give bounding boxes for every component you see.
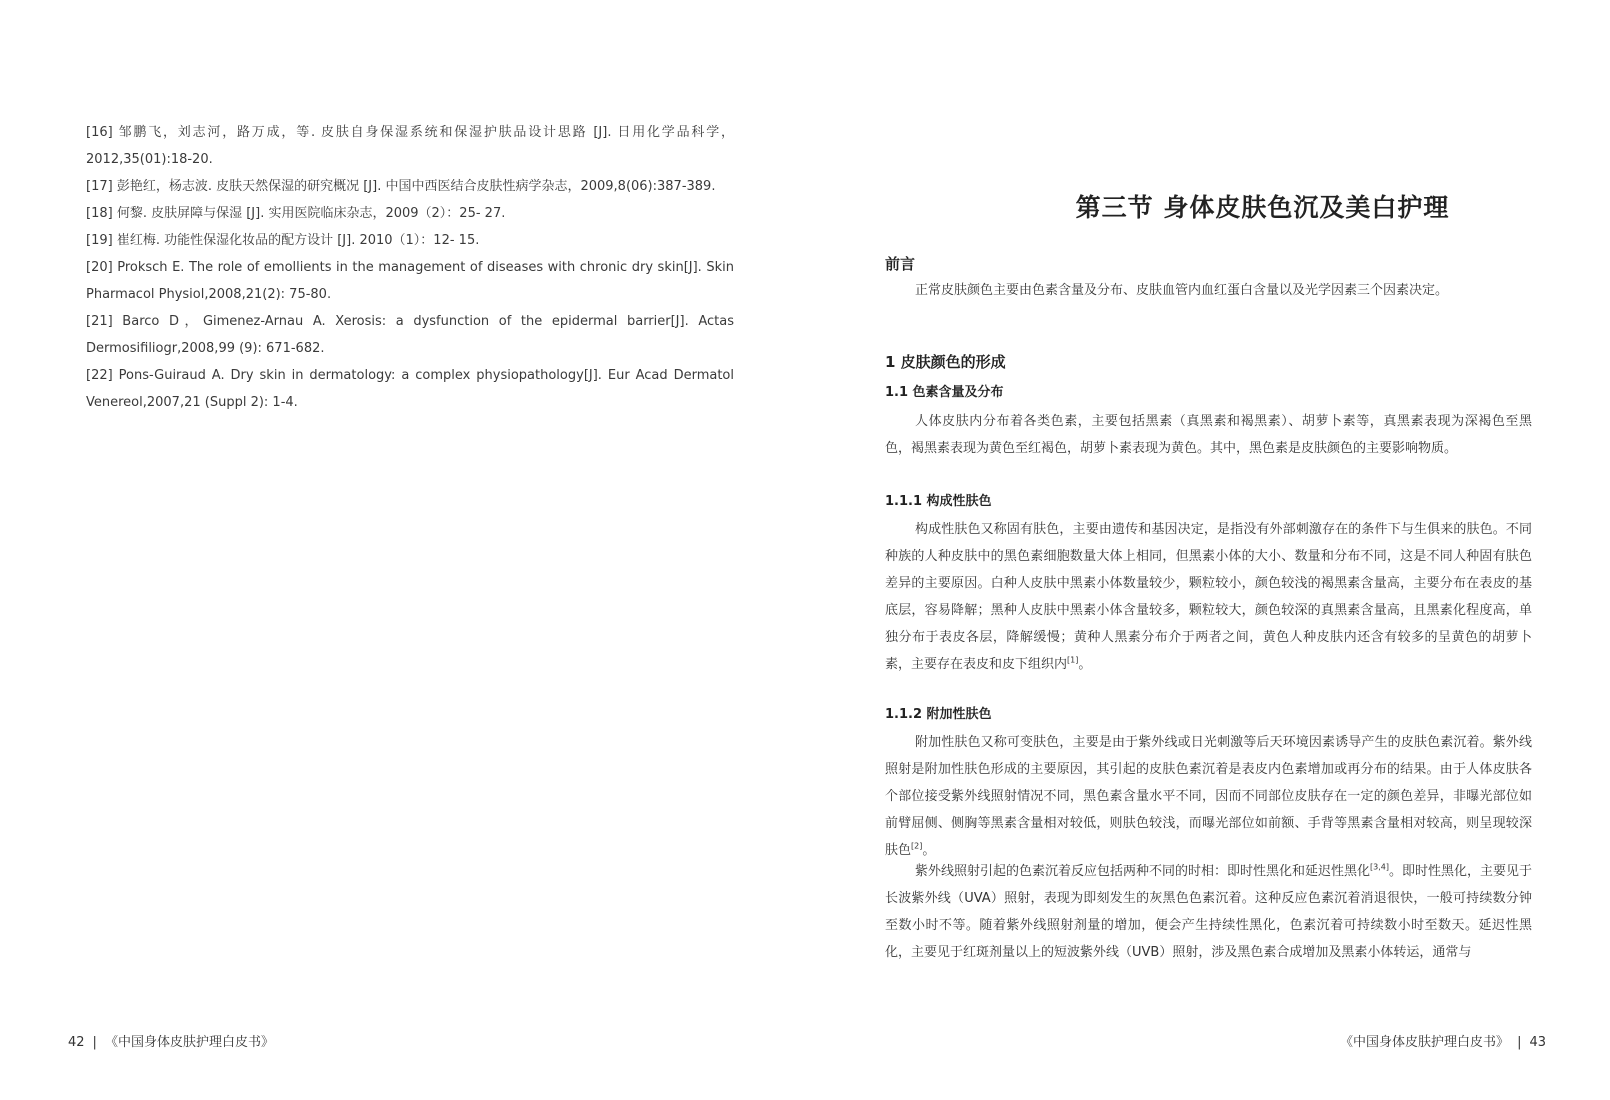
reference-item: [20] Proksch E. The role of emollients in the management of diseases with chronic dry skin[J]. Skin Pharmacol Physiol,2008,21(2): 75-80.	[86, 260, 734, 302]
paragraph-end: 。	[922, 843, 936, 858]
right-page	[805, 0, 1610, 1100]
footer-separator: |	[92, 1035, 97, 1050]
reference-item: [16] 邹鹏飞，刘志河，路万成，等. 皮肤自身保湿系统和保湿护肤品设计思路 [J]. 日用化学品科学，2012,35(01):18-20.	[86, 125, 734, 167]
paragraph-text: 紫外线照射引起的色素沉着反应包括两种不同的时相：即时性黑化和延迟性黑化	[915, 864, 1371, 879]
paragraph-text: 构成性肤色又称固有肤色，主要由遗传和基因决定，是指没有外部刺激存在的条件下与生俱来的肤色。不同种族的人种皮肤中的黑色素细胞数量大体上相同，但黑素小体的大小、数量和分布不同，这是不同人种固有肤色差异的主要原因。白种人皮肤中黑素小体数量较少，颗粒较小，颜色较浅的褐黑素含量高，主要分布在表皮的基底层，容易降解；黑种人皮肤中黑素小体含量较多，颗粒较大，颜色较深的真黑素含量高，且黑素化程度高，单独分布于表皮各层，降解缓慢；黄种人黑素分布介于两者之间，黄色人种皮肤内还含有较多的呈黄色的胡萝卜素，主要存在表皮和皮下组织内	[885, 522, 1532, 672]
reference-item: [17] 彭艳红，杨志波. 皮肤天然保湿的研究概况 [J]. 中国中西医结合皮肤性病学杂志，2009,8(06):387-389.	[86, 179, 716, 194]
reference-list	[86, 119, 734, 416]
footer-right	[1340, 1031, 1546, 1050]
section-title: 第三节 身体皮肤色沉及美白护理	[1075, 193, 1450, 222]
reference-item: [22] Pons-Guiraud A. Dry skin in dermatology: a complex physiopathology[J]. Eur Acad Dermatol Venereol,2007,21 (Suppl 2): 1-4.	[86, 368, 734, 410]
citation: [3,4]	[1370, 862, 1389, 872]
paragraph-end: 。	[1078, 657, 1092, 672]
citation: [2]	[911, 841, 923, 851]
page-number: 42	[68, 1035, 85, 1050]
reference-item: [18] 何黎. 皮肤屏障与保湿 [J]. 实用医院临床杂志，2009（2）：25- 27.	[86, 206, 506, 221]
paragraph-1-1: 人体皮肤内分布着各类色素，主要包括黑素（真黑素和褐黑素）、胡萝卜素等，真黑素表现为深褐色至黑色，褐黑素表现为黄色至红褐色，胡萝卜素表现为黄色。其中，黑色素是皮肤颜色的主要影响物质。	[885, 414, 1532, 456]
paragraph-1-1-2a	[885, 729, 1532, 864]
heading-1: 1 皮肤颜色的形成	[885, 353, 1006, 371]
preface-text: 正常皮肤颜色主要由色素含量及分布、皮肤血管内血红蛋白含量以及光学因素三个因素决定。	[915, 283, 1449, 298]
paragraph-text: 。即时性黑化，主要见于长波紫外线（UVA）照射，表现为即刻发生的灰黑色色素沉着。这种反应色素沉着消退很快，一般可持续数分钟至数小时不等。随着紫外线照射剂量的增加，便会产生持续性黑化，色素沉着可持续数小时至数天。延迟性黑化，主要见于红斑剂量以上的短波紫外线（UVB）照射，涉及黑色素合成增加及黑素小体转运，通常与	[885, 864, 1532, 960]
paragraph-1-1-1	[885, 516, 1532, 678]
reference-item: [19] 崔红梅. 功能性保湿化妆品的配方设计 [J]. 2010（1）：12- 15.	[86, 233, 480, 248]
heading-1-1-2: 1.1.2 附加性肤色	[885, 707, 992, 722]
footer-left	[68, 1031, 274, 1050]
citation: [1]	[1067, 655, 1079, 665]
book-title: 《中国身体皮肤护理白皮书》	[1340, 1035, 1510, 1050]
paragraph-1-1-2b	[885, 858, 1532, 966]
preface-heading: 前言	[885, 255, 916, 273]
footer-separator: |	[1517, 1035, 1522, 1050]
heading-1-1: 1.1 色素含量及分布	[885, 385, 1004, 400]
page-number: 43	[1529, 1035, 1546, 1050]
reference-item: [21] Barco D，Gimenez-Arnau A. Xerosis: a dysfunction of the epidermal barrier[J]. Actas Dermosifiliogr,2008,99 (9): 671-682.	[86, 314, 734, 356]
heading-1-1-1: 1.1.1 构成性肤色	[885, 494, 992, 509]
book-title: 《中国身体皮肤护理白皮书》	[104, 1035, 274, 1050]
paragraph-text: 附加性肤色又称可变肤色，主要是由于紫外线或日光刺激等后天环境因素诱导产生的皮肤色素沉着。紫外线照射是附加性肤色形成的主要原因，其引起的皮肤色素沉着是表皮内色素增加或再分布的结果。由于人体皮肤各个部位接受紫外线照射情况不同，黑色素含量水平不同，因而不同部位皮肤存在一定的颜色差异，非曝光部位如前臂屈侧、侧胸等黑素含量相对较低，则肤色较浅，而曝光部位如前额、手背等黑素含量相对较高，则呈现较深肤色	[885, 735, 1532, 858]
